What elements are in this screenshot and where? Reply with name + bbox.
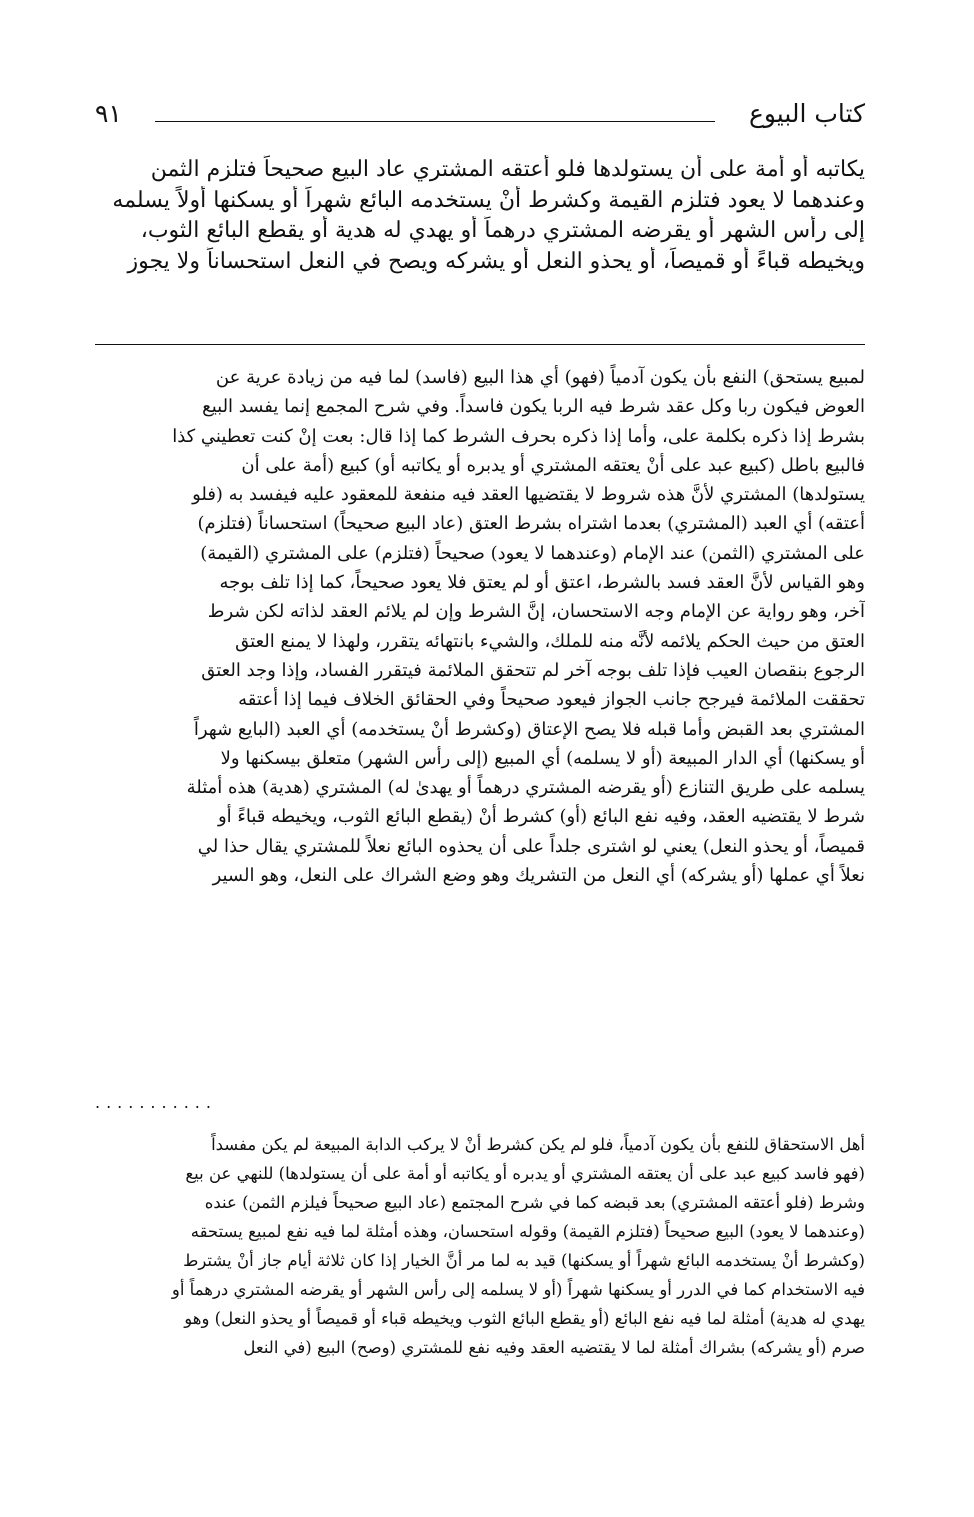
footnote-line: صرم (أو يشركه) بشراك أمثلة لما لا يقتضيه العقد وفيه نفع للمشتري (وصح) البيع (في النعل <box>243 1338 865 1357</box>
footnote-line: فيه الاستخدام كما في الدرر أو يسكنها شهراً (أو لا يسلمه إلى رأس الشهر أو يقرضه المشتري درهماً أو <box>171 1280 865 1299</box>
commentary-line: أعتقه) أي العبد (المشتري) بعدما اشتراه بشرط العتق (عاد البيع صحيحاً) استحساناً (فتلزم) <box>197 513 865 535</box>
footnote-line: يهدي له هدية) أمثلة لما فيه نفع البائع (أو يقطع البائع الثوب ويخيطه قباء أو قميصاً أو يحذو النعل) وهو <box>184 1309 865 1328</box>
commentary-line: لمبيع يستحق) النفع بأن يكون آدمياً (فهو) أي هذا البيع (فاسد) لما فيه من زيادة عرية عن <box>215 367 865 388</box>
commentary-line: أو يسكنها) أي الدار المبيعة (أو لا يسلمه) أي المبيع (إلى رأس الشهر) متعلق بيسكنها ولا <box>220 747 865 769</box>
commentary-line: شرط لا يقتضيه العقد، وفيه نفع البائع (أو) كشرط أنْ (يقطع البائع الثوب، ويخيطه قباءً أو <box>217 806 865 828</box>
commentary-line: العتق من حيث الحكم يلائمه لأنَّه منه للملك، والشيء بانتهائه يتقرر، ولهذا لا يمنع العتق <box>235 630 865 652</box>
footnote-line: أهل الاستحقاق للنفع بأن يكون آدمياً، فلو لم يكن كشرط أنْ لا يركب الدابة المبيعة لم يكن مفسداً <box>211 1135 865 1154</box>
main-text-line: يكاتبه أو أمة على أن يستولدها فلو أعتقه المشتري عاد البيع صحيحاً فتلزم الثمن <box>150 157 865 182</box>
page-header <box>95 98 865 134</box>
commentary-line: وهو القياس لأنَّ العقد فسد بالشرط، اعتق أو لم يعتق فلا يعود صحيحاً، كما إذا تلف بوجه <box>219 572 865 594</box>
commentary-line: يستولدها) المشتري لأنَّ هذه شروط لا يقتضيها العقد فيه منفعة للمعقود عليه فيفسد به (فلو <box>192 484 865 506</box>
running-title: كتاب البيوع <box>748 99 865 128</box>
main-text <box>95 155 865 277</box>
footnotes-text <box>95 1130 865 1362</box>
commentary-line: على المشتري (الثمن) عند الإمام (وعندهما لا يعود) صحيحاً (فتلزم) على المشتري (القيمة) <box>200 542 865 564</box>
commentary-line: آخر، وهو رواية عن الإمام وجه الاستحسان، إنَّ الشرط وإن لم يلائم العقد لذاته لكن شرط <box>207 601 865 623</box>
commentary-line: بشرط إذا ذكره بكلمة على، وأما إذا ذكره بحرف الشرط كما إذا قال: بعت إنْ كنت تعطيني كذا <box>172 425 865 447</box>
dotted-separator: ........... <box>95 1093 217 1112</box>
footnote-line: (وعندهما لا يعود) البيع صحيحاً (فتلزم القيمة) وقوله استحسان، وهذه أمثلة لما فيه نفع لمبيع يستحقه <box>190 1222 865 1241</box>
commentary-line: قميصاً، أو يحذو النعل) يعني لو اشترى جلداً على أن يحذوه البائع نعلاً للمشتري يقال حذا لي <box>197 835 865 857</box>
commentary-line: العوض فيكون ربا وكل عقد شرط فيه الربا يكون فاسداً. وفي شرح المجمع إنما يفسد البيع <box>202 396 865 418</box>
commentary-line: يسلمه على طريق التنازع (أو يقرضه المشتري درهماً أو يهدىٰ له) المشتري (هدية) هذه أمثلة <box>186 777 865 799</box>
footnote-line: وشرط (فلو أعتقه المشتري) بعد قبضه كما في شرح المجتمع (عاد البيع صحيحاً فيلزم الثمن) عنده <box>204 1193 865 1212</box>
main-text-line: وعندهما لا يعود فتلزم القيمة وكشرط أنْ يستخدمه البائع شهراً أو يسكنها أولاً يسلمه <box>112 187 865 213</box>
main-text-line: إلى رأس الشهر أو يقرضه المشتري درهماً أو يهدي له هدية أو يقطع البائع الثوب، <box>140 218 865 244</box>
commentary-line: المشتري بعد القبض وأما قبله فلا يصح الإعتاق (وكشرط أنْ يستخدمه) أي العبد (البايع شهراً <box>193 718 865 740</box>
commentary-line: الرجوع بنقصان العيب فإذا تلف بوجه آخر لم تتحقق الملائمة فيتقرر الفساد، وإذا وجد العتق <box>201 659 865 681</box>
footnote-line: (فهو فاسد كبيع عبد على أن يعتقه المشتري أو يدبره أو يكاتبه أو أمة على أن يستولدها) للنهي عن بيع <box>185 1164 865 1183</box>
footnote-line: (وكشرط أنْ يستخدمه البائع شهراً أو يسكنها) قيد به لما مر أنَّ الخيار إذا كان ثلاثة أيام جاز أنْ يشترط <box>183 1251 865 1270</box>
header-rule <box>155 121 715 122</box>
commentary-line: فالبيع باطل (كبيع عبد على أنْ يعتقه المشتري أو يدبره أو يكاتبه أو) كبيع (أمة على أن <box>241 454 865 476</box>
section-divider <box>95 344 865 345</box>
commentary-text <box>95 363 865 890</box>
page-number: ٩١ <box>95 99 122 128</box>
commentary-line: نعلاً أي عملها (أو يشركه) أي النعل من التشريك وهو وضع الشراك على النعل، وهو السير <box>212 865 865 887</box>
commentary-line: تحققت الملائمة فيرجح جانب الجواز فيعود صحيحاً وفي الحقائق الخلاف فيما إذا أعتقه <box>238 689 865 711</box>
main-text-line: ويخيطه قباءً أو قميصاً، أو يحذو النعل أو يشركه ويصح في النعل استحساناً ولا يجوز <box>127 248 865 274</box>
